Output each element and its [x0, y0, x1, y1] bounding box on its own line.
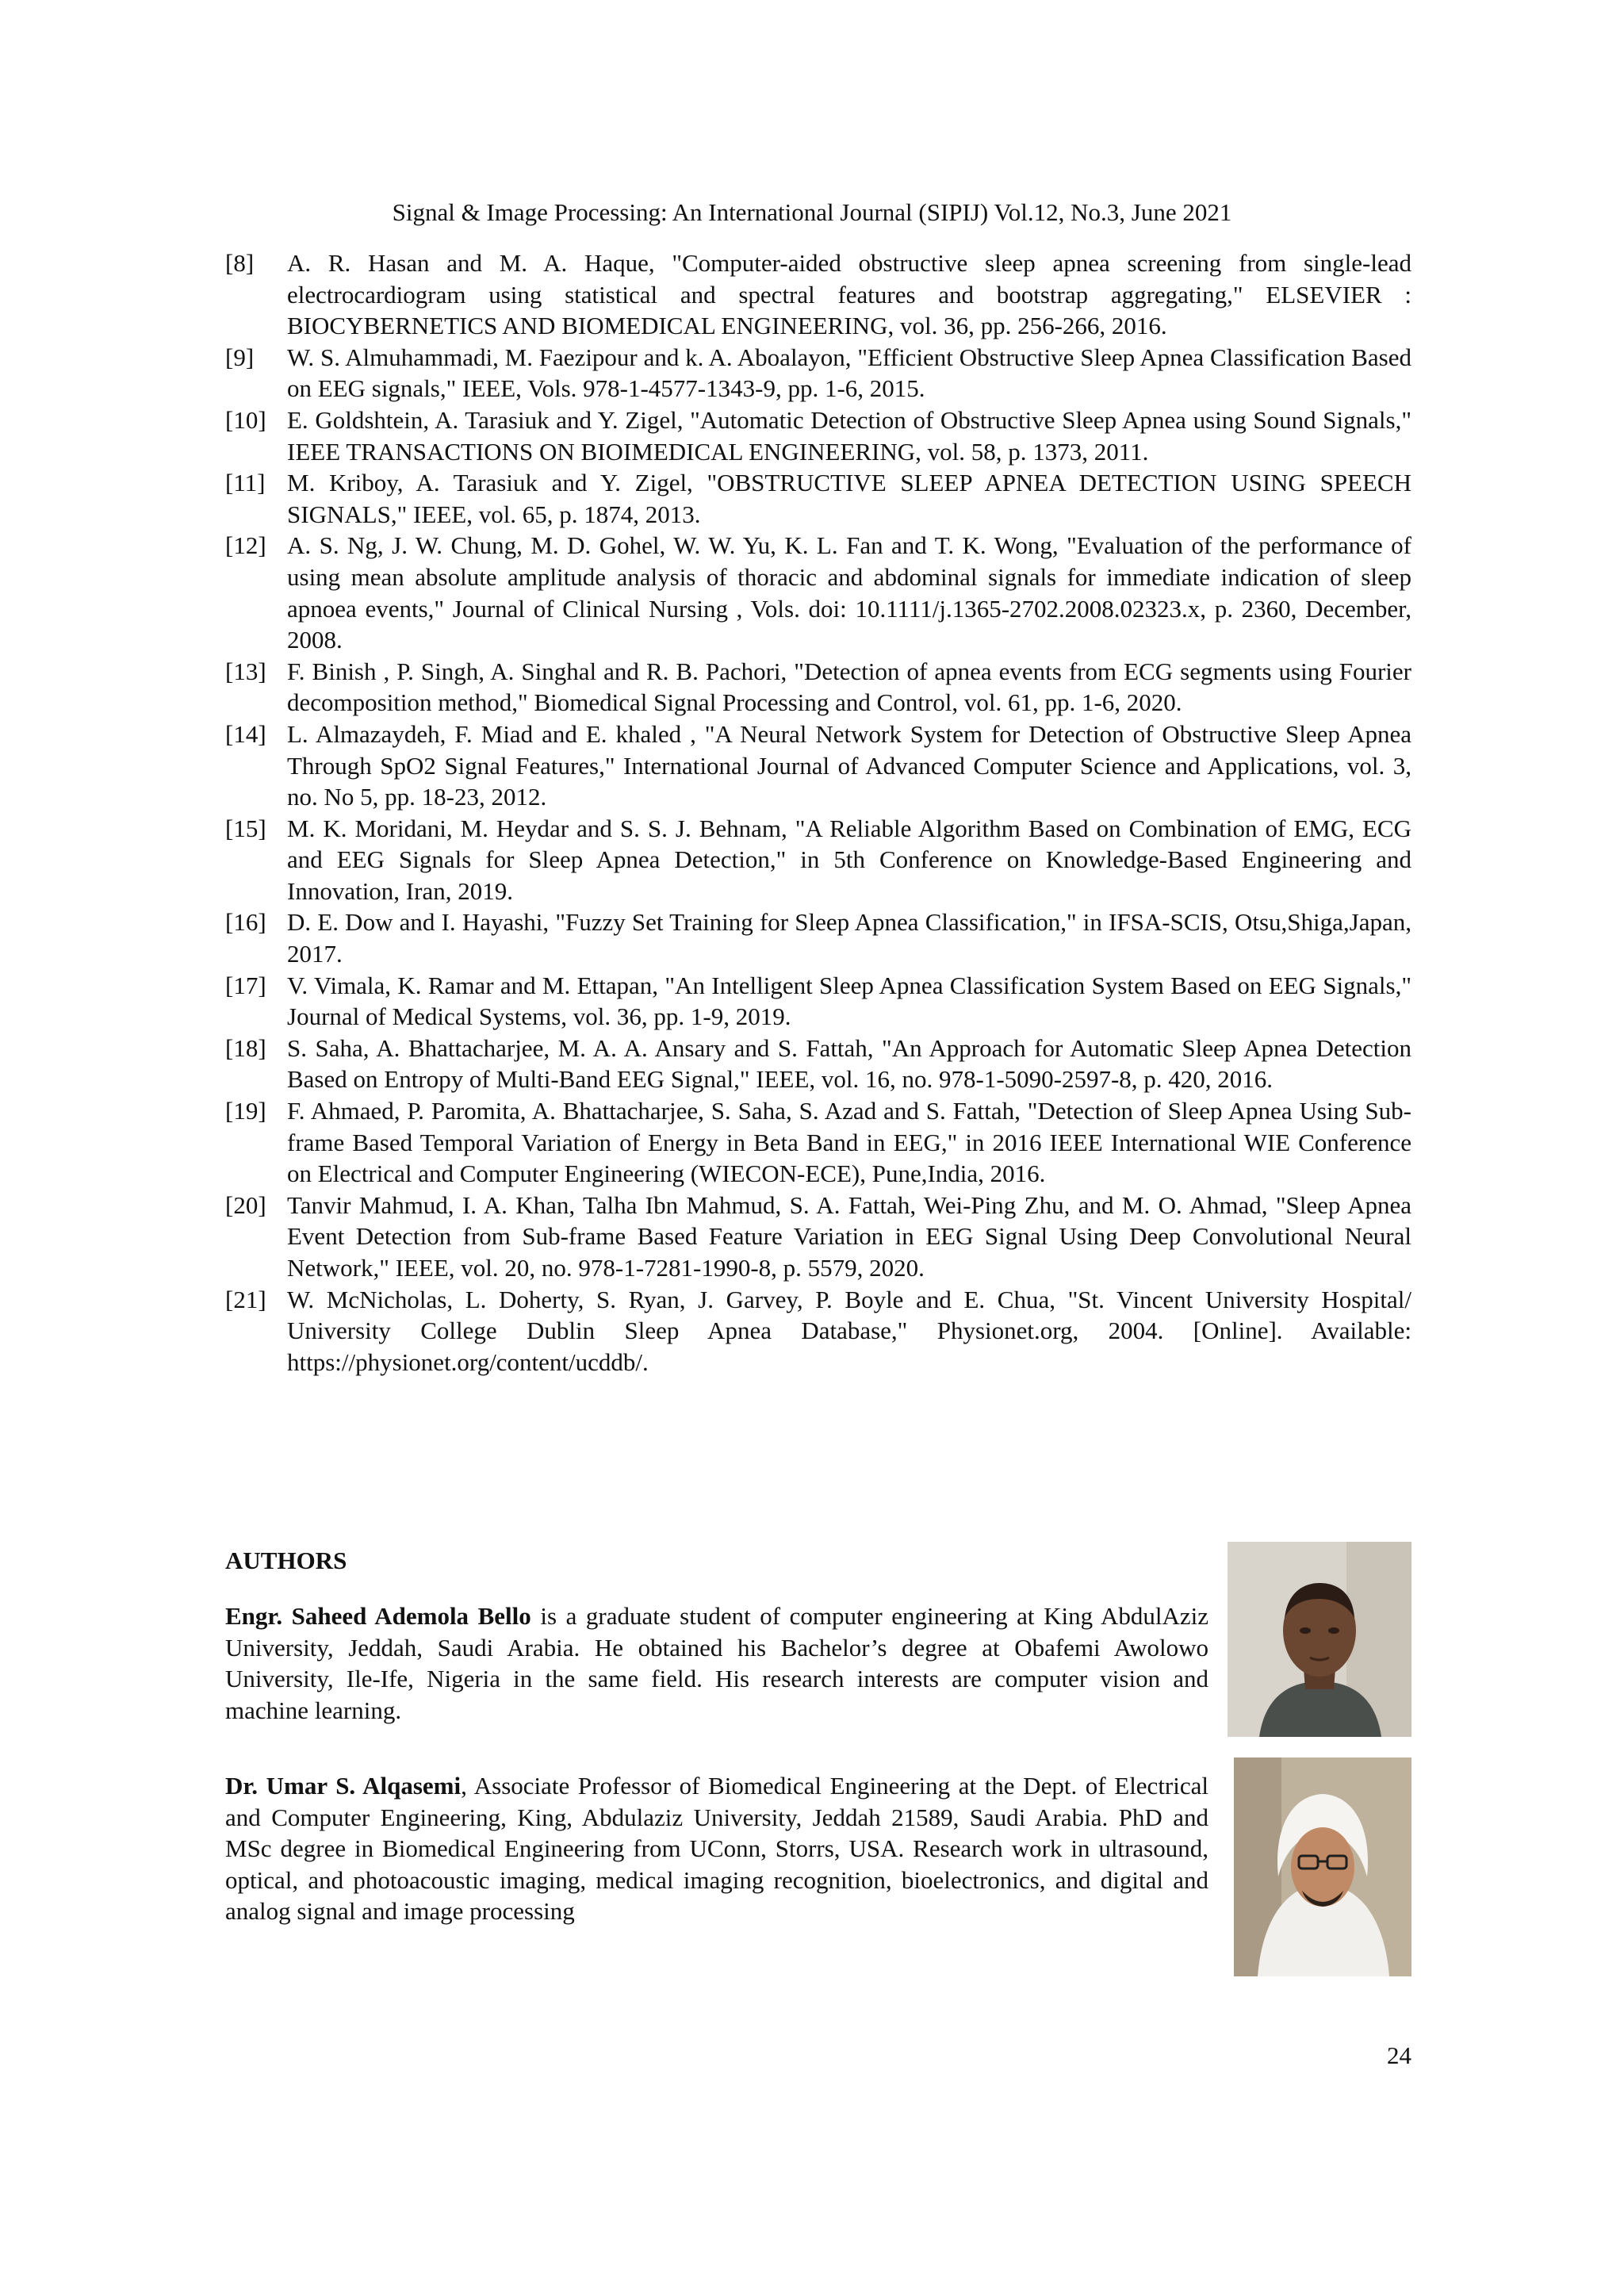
references-list: [225, 247, 1411, 1378]
reference-number: [17]: [225, 971, 266, 999]
author-name: Dr. Umar S. Alqasemi: [225, 1772, 462, 1800]
reference-text: W. McNicholas, L. Doherty, S. Ryan, J. Garvey, P. Boyle and E. Chua, "St. Vincent University Hospital/ University College Dublin Sleep Apnea Database," Physionet.org, 2004. [Online]. Available: https://physionet.org/content/ucddb/.: [287, 1285, 1411, 1376]
author-description: is a graduate student of computer engineering at King AbdulAziz University, Jeddah, Saudi Arabia. He obtained his Bachelor’s degree at Obafemi Awolowo University, Ile-Ife, Nigeria in the same field. His research interests are computer vision and machine learning.: [225, 1602, 1208, 1724]
reference-text: A. S. Ng, J. W. Chung, M. D. Gohel, W. W. Yu, K. L. Fan and T. K. Wong, "Evaluation of the performance of using mean absolute amplitude analysis of thoracic and abdominal signals for immediate indication of sleep apnoea events," Journal of Clinical Nursing , Vols. doi: 10.1111/j.1365-2702.2008.02323.x, p. 2360, December, 2008.: [287, 531, 1411, 654]
reference-number: [14]: [225, 719, 266, 748]
authors-heading: AUTHORS: [225, 1547, 347, 1574]
reference-number: [8]: [225, 249, 255, 277]
reference-number: [19]: [225, 1097, 266, 1125]
reference-number: [16]: [225, 908, 266, 937]
running-header: Signal & Image Processing: An International Journal (SIPIJ) Vol.12, No.3, June 2021: [392, 198, 1232, 226]
reference-number: [18]: [225, 1033, 266, 1062]
reference-item: [225, 656, 1411, 719]
reference-item: [225, 1190, 1411, 1284]
author-photo: [1228, 1542, 1411, 1737]
author-name: Engr. Saheed Ademola Bello: [225, 1602, 531, 1630]
reference-number: [13]: [225, 657, 266, 685]
reference-text: E. Goldshtein, A. Tarasiuk and Y. Zigel, "Automatic Detection of Obstructive Sleep Apnea using Sound Signals," IEEE TRANSACTIONS ON BIOIMEDICAL ENGINEERING, vol. 58, p. 1373, 2011.: [287, 405, 1411, 466]
reference-number: [11]: [225, 469, 266, 497]
reference-item: [225, 1284, 1411, 1378]
reference-item: [225, 467, 1411, 530]
author-bio: [225, 1770, 1208, 1927]
reference-text: F. Binish , P. Singh, A. Singhal and R. B. Pachori, "Detection of apnea events from ECG segments using Fourier decomposition method," Biomedical Signal Processing and Control, vol. 61, pp. 1-6, 2020.: [287, 657, 1411, 717]
reference-text: L. Almazaydeh, F. Miad and E. khaled , "A Neural Network System for Detection of Obstructive Sleep Apnea Through SpO2 Signal Features," International Journal of Advanced Computer Science and Applications, vol. 3, no. No 5, pp. 18-23, 2012.: [287, 719, 1411, 811]
reference-text: V. Vimala, K. Ramar and M. Ettapan, "An Intelligent Sleep Apnea Classification System Based on EEG Signals," Journal of Medical Systems, vol. 36, pp. 1-9, 2019.: [287, 971, 1411, 1031]
reference-number: [10]: [225, 405, 266, 434]
reference-text: M. Kriboy, A. Tarasiuk and Y. Zigel, "OBSTRUCTIVE SLEEP APNEA DETECTION USING SPEECH SIGNALS," IEEE, vol. 65, p. 1874, 2013.: [287, 469, 1411, 528]
reference-text: F. Ahmaed, P. Paromita, A. Bhattacharjee, S. Saha, S. Azad and S. Fattah, "Detection of Sleep Apnea Using Sub-frame Based Temporal Variation of Energy in Beta Band in EEG," in 2016 IEEE International WIE Conference on Electrical and Computer Engineering (WIECON-ECE), Pune,India, 2016.: [287, 1097, 1411, 1188]
reference-number: [15]: [225, 814, 266, 842]
reference-number: [20]: [225, 1190, 266, 1219]
author-bio: [225, 1600, 1208, 1726]
reference-item: [225, 1095, 1411, 1190]
reference-text: D. E. Dow and I. Hayashi, "Fuzzy Set Training for Sleep Apnea Classification," in IFSA-SCIS, Otsu,Shiga,Japan, 2017.: [287, 908, 1411, 968]
reference-item: [225, 247, 1411, 342]
reference-item: [225, 404, 1411, 467]
reference-item: [225, 907, 1411, 969]
reference-text: M. K. Moridani, M. Heydar and S. S. J. Behnam, "A Reliable Algorithm Based on Combination of EMG, ECG and EEG Signals for Sleep Apnea Detection," in 5th Conference on Knowledge-Based Engineering and Innovation, Iran, 2019.: [287, 814, 1411, 905]
reference-item: [225, 970, 1411, 1033]
page-number: 24: [1387, 2041, 1411, 2069]
reference-item: [225, 530, 1411, 655]
reference-text: A. R. Hasan and M. A. Haque, "Computer-aided obstructive sleep apnea screening from single-lead electrocardiogram using statistical and spectral features and bootstrap aggregating," ELSEVIER : BIOCYBERNETICS AND BIOMEDICAL ENGINEERING, vol. 36, pp. 256-266, 2016.: [287, 249, 1411, 340]
reference-text: W. S. Almuhammadi, M. Faezipour and k. A. Aboalayon, "Efficient Obstructive Sleep Apnea Classification Based on EEG signals," IEEE, Vols. 978-1-4577-1343-9, pp. 1-6, 2015.: [287, 343, 1411, 403]
author-description: , Associate Professor of Biomedical Engineering at the Dept. of Electrical and Computer Engineering, King, Abdulaziz University, Jeddah 21589, Saudi Arabia. PhD and MSc degree in Biomedical Engineering from UConn, Storrs, USA. Research work in ultrasound, optical, and photoacoustic imaging, medical imaging recognition, bioelectronics, and digital and analog signal and image processing: [225, 1772, 1208, 1926]
reference-number: [9]: [225, 343, 255, 371]
reference-item: [225, 813, 1411, 907]
reference-item: [225, 1033, 1411, 1095]
reference-text: S. Saha, A. Bhattacharjee, M. A. A. Ansary and S. Fattah, "An Approach for Automatic Sleep Apnea Detection Based on Entropy of Multi-Band EEG Signal," IEEE, vol. 16, no. 978-1-5090-2597-8, p. 420, 2016.: [287, 1033, 1411, 1094]
reference-item: [225, 719, 1411, 813]
reference-number: [12]: [225, 531, 266, 560]
reference-number: [21]: [225, 1285, 266, 1313]
reference-item: [225, 342, 1411, 404]
author-photo: [1234, 1757, 1411, 1976]
reference-text: Tanvir Mahmud, I. A. Khan, Talha Ibn Mahmud, S. A. Fattah, Wei-Ping Zhu, and M. O. Ahmad, "Sleep Apnea Event Detection from Sub-frame Based Feature Variation in EEG Signal Using Deep Convolutional Neural Network," IEEE, vol. 20, no. 978-1-7281-1990-8, p. 5579, 2020.: [287, 1190, 1411, 1282]
